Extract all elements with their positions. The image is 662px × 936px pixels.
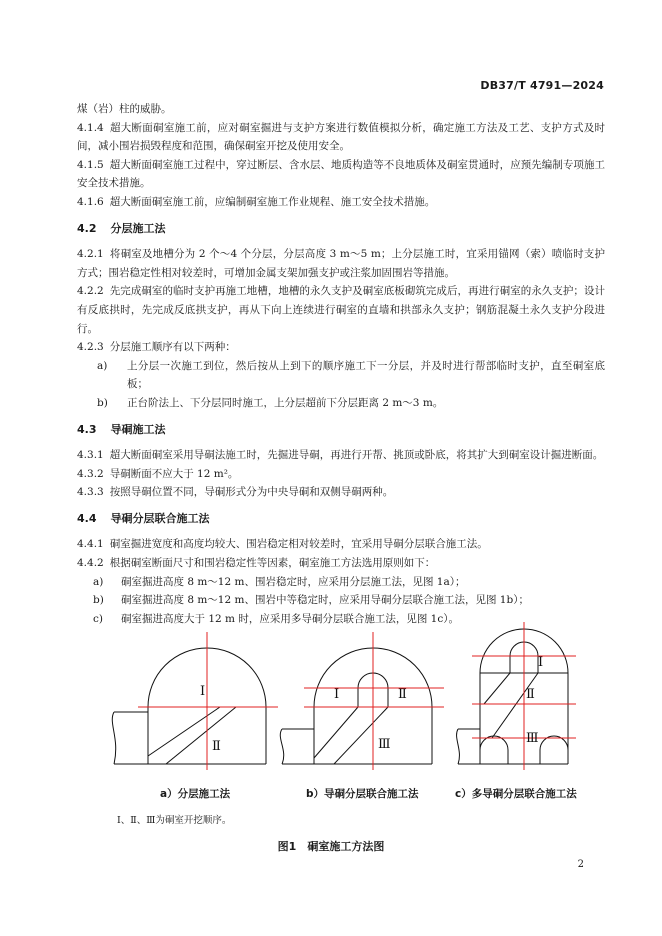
list-text: 上分层一次施工到位，然后按从上到下的顺序施工下一分层，并及时进行帮部临时支护，直至硐室底板； xyxy=(127,359,605,391)
section-number: 4.3 xyxy=(77,422,97,436)
clause-text: 根据硐室断面尺寸和围岩稳定性等因素，硐室施工方法选用原则如下： xyxy=(109,557,436,570)
list-marker: b) xyxy=(93,594,104,607)
label-roman-ii-b: Ⅱ xyxy=(398,687,407,702)
clause-number: 4.1.4 xyxy=(77,121,104,134)
figure-caption-b: b）导硐分层联合施工法 xyxy=(306,788,419,800)
list-item xyxy=(77,394,605,413)
page-number: 2 xyxy=(577,859,584,870)
clause-4-2-2 xyxy=(77,282,605,338)
label-roman-ii-c: Ⅱ xyxy=(526,687,535,702)
clause-text: 硐室掘进宽度和高度均较大、围岩稳定相对较差时，宜采用导硐分层联合施工法。 xyxy=(109,538,488,551)
section-title: 导硐分层联合施工法 xyxy=(110,511,210,525)
list-item xyxy=(77,357,605,394)
clause-text: 超大断面硐室采用导硐法施工时，先掘进导硐，再进行开帮、挑顶或卧底，将其扩大到硐室设计掘进断面。 xyxy=(109,449,604,462)
clause-number: 4.2.3 xyxy=(77,341,104,354)
clause-text: 将硐室及地槽分为 2 个～4 个分层，分层高度 3 m～5 m；上分层施工时，宜采用锚网（索）喷临时支护方式；围岩稳定性相对较差时，可增加金属支架加强支护或注浆加固围岩等措施。 xyxy=(77,248,605,279)
clause-number: 4.3.3 xyxy=(77,486,104,499)
label-roman-i-c: Ⅰ xyxy=(538,655,544,670)
clause-4-3-2 xyxy=(77,465,605,484)
continuation-text: 煤（岩）柱的威胁。 xyxy=(77,103,172,115)
list-text: 硐室掘进高度大于 12 m 时，应采用多导硐分层联合施工法，见图 1c）。 xyxy=(121,612,459,625)
section-number: 4.4 xyxy=(77,511,97,525)
diagram-b-pilot-layered xyxy=(280,632,444,770)
list-text: 硐室掘进高度 8 m～12 m、围岩稳定时，应采用分层施工法，见图 1a）； xyxy=(121,575,466,588)
list-marker: b) xyxy=(97,396,108,409)
clause-4-2-3 xyxy=(77,338,605,357)
construction-method-figure xyxy=(108,618,586,778)
clause-number: 4.4.2 xyxy=(77,557,104,570)
clause-number: 4.2.1 xyxy=(77,248,104,261)
clause-4-3-3 xyxy=(77,483,605,502)
section-title: 分层施工法 xyxy=(110,221,166,235)
diagram-a-layered xyxy=(112,632,278,770)
clause-number: 4.1.6 xyxy=(77,195,104,208)
label-roman-iii-b: Ⅲ xyxy=(378,737,391,752)
section-heading-4-4 xyxy=(77,510,605,529)
clause-number: 4.1.5 xyxy=(77,158,104,171)
clause-text: 超大断面硐室施工过程中，穿过断层、含水层、地质构造等不良地质体及硐室贯通时，应预先编制专项施工安全技术措施。 xyxy=(77,158,605,190)
list-marker: c) xyxy=(93,612,103,625)
list-item xyxy=(77,591,605,610)
clause-4-1-6 xyxy=(77,193,605,212)
figure-title: 图1 硐室施工方法图 xyxy=(277,840,385,853)
clause-number: 4.3.2 xyxy=(77,467,104,480)
section-heading-4-3 xyxy=(77,421,605,440)
section-title: 导硐施工法 xyxy=(110,422,166,436)
clause-text: 按照导硐位置不同，导硐形式分为中央导硐和双侧导硐两种。 xyxy=(109,486,394,499)
clause-4-1-4 xyxy=(77,119,605,156)
figure-caption-c: c）多导硐分层联合施工法 xyxy=(455,788,577,800)
list-text: 硐室掘进高度 8 m～12 m、围岩中等稳定时，应采用导硐分层联合施工法，见图 1b）； xyxy=(121,594,529,607)
section-number: 4.2 xyxy=(77,221,97,235)
list-marker: a) xyxy=(93,575,104,588)
label-roman-i-b: Ⅰ xyxy=(334,687,340,702)
clause-4-1-5 xyxy=(77,156,605,193)
clause-text: 超大断面硐室施工前，应对硐室掘进与支护方案进行数值模拟分析，确定施工方法及工艺、支护方式及时间，减小围岩损毁程度和范围，确保硐室开挖及使用安全。 xyxy=(77,121,605,153)
label-roman-i-a: Ⅰ xyxy=(200,684,206,699)
clause-text: 导硐断面不应大于 12 m²。 xyxy=(109,467,239,480)
clause-4-2-1 xyxy=(77,245,605,282)
clause-4-3-1 xyxy=(77,446,605,465)
section-heading-4-2 xyxy=(77,220,605,239)
clause-text: 分层施工顺序有以下两种： xyxy=(109,341,236,354)
list-marker: a) xyxy=(97,359,108,372)
label-roman-ii-a: Ⅱ xyxy=(212,739,221,754)
diagram-c-multi-pilot xyxy=(457,622,576,770)
label-roman-iii-c: Ⅲ xyxy=(526,731,539,746)
clause-number: 4.4.1 xyxy=(77,538,104,551)
clause-text: 先完成硐室的临时支护再施工地槽，地槽的永久支护及硐室底板砌筑完成后，再进行硐室的永久支护；设计有反底拱时，先完成反底拱支护，再从下向上连续进行硐室的直墙和拱部永久支护；钢筋混凝土永久支护分段进行。 xyxy=(77,285,605,335)
clause-number: 4.3.1 xyxy=(77,449,104,462)
figure-note: Ⅰ、Ⅱ、Ⅲ为硐室开挖顺序。 xyxy=(117,815,232,826)
list-text: 正台阶法上、下分层同时施工，上分层超前下分层距离 2 m～3 m。 xyxy=(127,396,444,409)
clause-text: 超大断面硐室施工前，应编制硐室施工作业规程、施工安全技术措施。 xyxy=(109,195,436,208)
document-body xyxy=(77,100,605,628)
document-id-header: DB37/T 4791—2024 xyxy=(480,79,604,92)
clause-number: 4.2.2 xyxy=(77,285,104,298)
clause-4-4-1 xyxy=(77,535,605,554)
list-item xyxy=(77,573,605,592)
figure-caption-a: a）分层施工法 xyxy=(160,788,231,800)
clause-4-4-2 xyxy=(77,554,605,573)
